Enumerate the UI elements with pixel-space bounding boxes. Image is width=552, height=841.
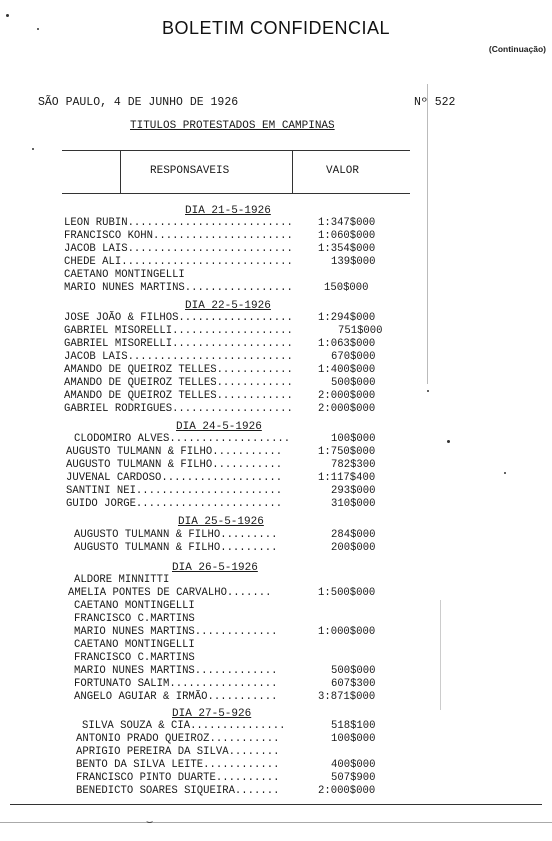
list-item-value: 1:347$000: [318, 217, 376, 229]
list-item-value: 1:060$000: [318, 230, 376, 242]
column-header-valor: VALOR: [326, 165, 360, 177]
list-item: MARIO NUNES MARTINS.................: [64, 282, 293, 294]
list-item: AMANDO DE QUEIROZ TELLES............: [64, 377, 293, 389]
list-item: JUVENAL CARDOSO...................: [66, 472, 283, 484]
list-item-value: 1:750$000: [318, 446, 376, 458]
section-subtitle: TITULOS PROTESTADOS EM CAMPINAS: [130, 120, 335, 132]
list-item: ALDORE MINNITTI: [74, 574, 170, 586]
continuation-label: (Continuação): [488, 44, 546, 54]
dateline: SÃO PAULO, 4 DE JUNHO DE 1926: [38, 96, 239, 109]
day-header: DIA 25-5-1926: [178, 516, 264, 528]
list-item-value: 500$000: [331, 377, 376, 389]
list-item-value: 284$000: [331, 529, 376, 541]
list-item: FRANCISCO C.MARTINS: [74, 613, 195, 625]
list-item-value: 1:063$000: [318, 338, 376, 350]
list-item: AUGUSTO TULMANN & FILHO.........: [74, 542, 278, 554]
day-header: DIA 27-5-926: [172, 708, 252, 720]
day-header: DIA 22-5-1926: [185, 300, 271, 312]
list-item: AUGUSTO TULMANN & FILHO.........: [74, 529, 278, 541]
list-item: GABRIEL MISORELLI...................: [64, 325, 293, 337]
list-item: CAETANO MONTINGELLI: [74, 639, 195, 651]
list-item: FRANCISCO PINTO DUARTE..........: [76, 772, 280, 784]
list-item: BENTO DA SILVA LEITE............: [76, 759, 280, 771]
list-item-value: 310$000: [331, 498, 376, 510]
margin-mark: [440, 600, 441, 710]
bottom-rule: [10, 804, 542, 805]
list-item: APRIGIO PEREIRA DA SILVA........: [76, 746, 280, 758]
list-item-value: 400$000: [331, 759, 376, 771]
list-item: CHEDE ALI...........................: [64, 256, 293, 268]
list-item-value: 100$000: [331, 433, 376, 445]
day-header: DIA 26-5-1926: [172, 562, 258, 574]
list-item: BENEDICTO SOARES SIQUEIRA.......: [76, 785, 280, 797]
list-item-value: 3:871$000: [318, 691, 376, 703]
list-item: FRANCISCO C.MARTINS: [74, 652, 195, 664]
list-item-value: 293$000: [331, 485, 376, 497]
list-item: AMANDO DE QUEIROZ TELLES............: [64, 364, 293, 376]
document-title: BOLETIM CONFIDENCIAL: [161, 18, 391, 38]
list-item-value: 507$900: [331, 772, 376, 784]
footer-mark: ⌣: [146, 816, 154, 828]
day-header: DIA 24-5-1926: [176, 421, 262, 433]
list-item-value: 500$000: [331, 665, 376, 677]
scan-speck: [6, 14, 9, 17]
list-item: SILVA SOUZA & CIA...............: [82, 720, 286, 732]
table-column-divider: [292, 150, 293, 194]
list-item-value: 607$300: [331, 678, 376, 690]
list-item-value: 2:000$000: [318, 403, 376, 415]
list-item: AMANDO DE QUEIROZ TELLES............: [64, 390, 293, 402]
list-item: LEON RUBIN..........................: [64, 217, 293, 229]
list-item: MARIO NUNES MARTINS.............: [74, 626, 278, 638]
list-item-value: 751$000: [338, 325, 383, 337]
list-item: JACOB LAIS..........................: [64, 351, 293, 363]
list-item: AMELIA PONTES DE CARVALHO.......: [68, 587, 272, 599]
list-item-value: 1:294$000: [318, 312, 376, 324]
scan-speck: [504, 472, 506, 474]
list-item-value: 139$000: [331, 256, 376, 268]
list-item: CAETANO MONTINGELLI: [74, 600, 195, 612]
list-item-value: 782$300: [331, 459, 376, 471]
list-item-value: 670$000: [331, 351, 376, 363]
table-left-border: [120, 150, 121, 194]
list-item: CLODOMIRO ALVES...................: [74, 433, 291, 445]
scan-speck: [427, 390, 429, 392]
margin-mark: [427, 84, 428, 384]
list-item: ANGELO AGUIAR & IRMÃO...........: [74, 691, 278, 703]
list-item: AUGUSTO TULMANN & FILHO...........: [66, 459, 283, 471]
list-item-value: 1:400$000: [318, 364, 376, 376]
list-item: MARIO NUNES MARTINS.............: [74, 665, 278, 677]
column-header-responsaveis: RESPONSAVEIS: [150, 165, 230, 177]
list-item-value: 2:000$000: [318, 390, 376, 402]
list-item-value: 1:117$400: [318, 472, 376, 484]
list-item-value: 2:000$000: [318, 785, 376, 797]
day-header: DIA 21-5-1926: [185, 205, 271, 217]
list-item-value: 100$000: [331, 733, 376, 745]
list-item: GABRIEL RODRIGUES...................: [64, 403, 293, 415]
list-item-value: 1:000$000: [318, 626, 376, 638]
list-item: ANTONIO PRADO QUEIROZ...........: [76, 733, 280, 745]
list-item: SANTINI NEI.......................: [66, 485, 283, 497]
list-item: GUIDO JORGE.......................: [66, 498, 283, 510]
list-item: CAETANO MONTINGELLI: [64, 269, 185, 281]
list-item-value: 1:500$000: [318, 587, 376, 599]
table-header-bottom-rule: [62, 193, 410, 194]
list-item: GABRIEL MISORELLI...................: [64, 338, 293, 350]
list-item: FORTUNATO SALIM.................: [74, 678, 278, 690]
bottom-rule-lower: [0, 822, 552, 823]
list-item-value: 200$000: [331, 542, 376, 554]
list-item: JACOB LAIS..........................: [64, 243, 293, 255]
scan-speck: [37, 28, 39, 30]
list-item: FRANCISCO KOHN......................: [64, 230, 293, 242]
scan-speck: [447, 440, 450, 443]
table-top-rule: [62, 150, 410, 151]
list-item: JOSE JOÃO & FILHOS..................: [64, 312, 293, 324]
bulletin-number: Nº 522: [414, 96, 456, 109]
list-item-value: 1:354$000: [318, 243, 376, 255]
list-item: AUGUSTO TULMANN & FILHO...........: [66, 446, 283, 458]
list-item-value: 150$000: [324, 282, 369, 294]
scan-speck: [32, 148, 34, 150]
list-item-value: 518$100: [331, 720, 376, 732]
